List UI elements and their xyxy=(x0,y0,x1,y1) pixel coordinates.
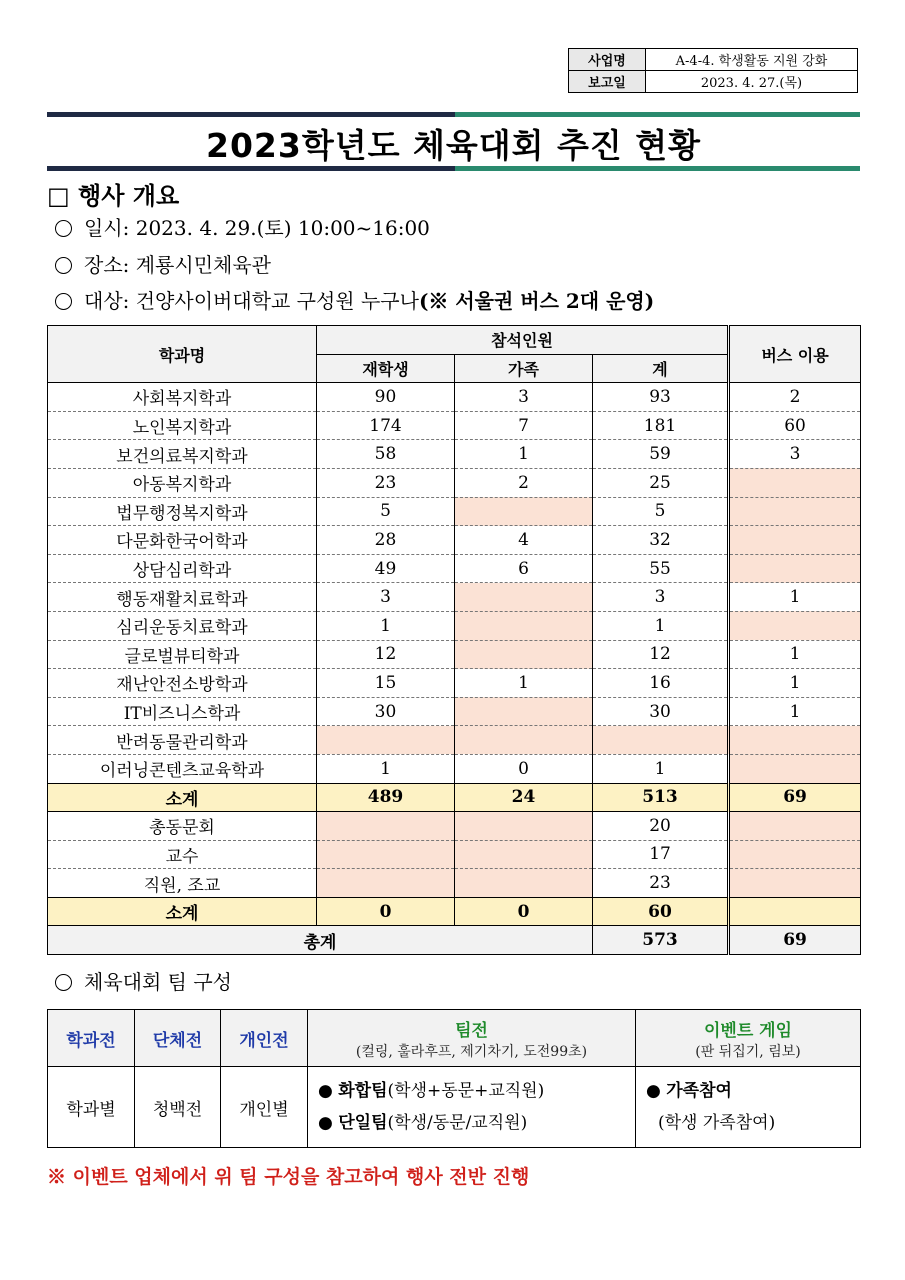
team-header-event: 이벤트 게임 (판 뒤집기, 림보) xyxy=(636,1010,861,1067)
subtotal-label: 소계 xyxy=(48,783,317,812)
report-info-box xyxy=(568,48,858,93)
header-attend: 참석인원 xyxy=(317,326,729,355)
total-label: 총계 xyxy=(48,926,593,955)
cell-name: 다문화한국어학과 xyxy=(48,526,317,555)
cell-bus: 3 xyxy=(729,440,861,469)
cell-student xyxy=(317,869,455,898)
cell-family: 2 xyxy=(455,468,593,497)
circle-bullet-icon xyxy=(55,974,72,991)
cell-bus xyxy=(729,840,861,869)
cell-name: 교수 xyxy=(48,840,317,869)
table-row xyxy=(48,440,861,469)
cell-family xyxy=(455,869,593,898)
table-row xyxy=(48,812,861,841)
title-top-bar xyxy=(47,112,860,117)
team-header-team: 팀전 (컬링, 훌라후프, 제기차기, 도전99초) xyxy=(308,1010,636,1067)
table-row xyxy=(48,697,861,726)
total-row xyxy=(48,926,861,955)
cell-family: 3 xyxy=(455,383,593,412)
footnote: ※ 이벤트 업체에서 위 팀 구성을 참고하여 행사 전반 진행 xyxy=(47,1166,530,1188)
cell-student xyxy=(317,840,455,869)
cell-sum xyxy=(593,726,729,755)
table-row xyxy=(48,640,861,669)
subtotal-bus xyxy=(729,897,861,926)
cell-name: 보건의료복지학과 xyxy=(48,440,317,469)
cell-student: 58 xyxy=(317,440,455,469)
team-header-dept: 학과전 xyxy=(48,1010,135,1067)
cell-name: 노인복지학과 xyxy=(48,411,317,440)
cell-sum: 3 xyxy=(593,583,729,612)
cell-family xyxy=(455,497,593,526)
cell-sum: 25 xyxy=(593,468,729,497)
header-sum: 계 xyxy=(593,354,729,383)
cell-family: 1 xyxy=(455,440,593,469)
team-value-group: 청백전 xyxy=(135,1067,221,1148)
section-heading: □ 행사 개요 xyxy=(47,182,180,210)
project-value: A-4-4. 학생활동 지원 강화 xyxy=(646,49,858,71)
cell-name: IT비즈니스학과 xyxy=(48,697,317,726)
table-row xyxy=(48,840,861,869)
table-row xyxy=(48,754,861,783)
cell-student xyxy=(317,726,455,755)
table-row xyxy=(48,726,861,755)
attendance-table xyxy=(47,325,861,955)
header-family: 가족 xyxy=(455,354,593,383)
team-table xyxy=(47,1009,861,1148)
cell-bus: 1 xyxy=(729,697,861,726)
cell-bus xyxy=(729,726,861,755)
cell-name: 직원, 조교 xyxy=(48,869,317,898)
cell-sum: 59 xyxy=(593,440,729,469)
cell-student xyxy=(317,812,455,841)
cell-sum: 93 xyxy=(593,383,729,412)
cell-name: 아동복지학과 xyxy=(48,468,317,497)
subtotal-family: 0 xyxy=(455,897,593,926)
cell-student: 5 xyxy=(317,497,455,526)
cell-bus xyxy=(729,754,861,783)
cell-name: 반려동물관리학과 xyxy=(48,726,317,755)
subtotal-row xyxy=(48,897,861,926)
table-row xyxy=(48,411,861,440)
team-header-indiv: 개인전 xyxy=(221,1010,308,1067)
cell-sum: 12 xyxy=(593,640,729,669)
team-value-indiv: 개인별 xyxy=(221,1067,308,1148)
table-row xyxy=(48,669,861,698)
cell-sum: 1 xyxy=(593,611,729,640)
team-value-team xyxy=(308,1067,636,1148)
cell-bus xyxy=(729,497,861,526)
cell-family: 7 xyxy=(455,411,593,440)
subtotal-bus: 69 xyxy=(729,783,861,812)
circle-bullet-icon xyxy=(55,293,72,310)
header-bus: 버스 이용 xyxy=(729,326,861,383)
team-header-group: 단체전 xyxy=(135,1010,221,1067)
subtotal-student: 0 xyxy=(317,897,455,926)
cell-sum: 5 xyxy=(593,497,729,526)
header-student: 재학생 xyxy=(317,354,455,383)
cell-family: 6 xyxy=(455,554,593,583)
cell-sum: 16 xyxy=(593,669,729,698)
cell-name: 총동문회 xyxy=(48,812,317,841)
cell-bus xyxy=(729,468,861,497)
cell-bus: 1 xyxy=(729,583,861,612)
cell-name: 심리운동치료학과 xyxy=(48,611,317,640)
cell-name: 행동재활치료학과 xyxy=(48,583,317,612)
cell-name: 이러닝콘텐츠교육학과 xyxy=(48,754,317,783)
page-title: 2023학년도 체육대회 추진 현황 xyxy=(206,126,701,165)
table-row xyxy=(48,583,861,612)
table-row xyxy=(48,468,861,497)
table-row xyxy=(48,526,861,555)
cell-bus: 1 xyxy=(729,640,861,669)
cell-name: 글로벌뷰티학과 xyxy=(48,640,317,669)
cell-sum: 181 xyxy=(593,411,729,440)
cell-student: 1 xyxy=(317,611,455,640)
header-dept: 학과명 xyxy=(48,326,317,383)
cell-sum: 55 xyxy=(593,554,729,583)
total-bus: 69 xyxy=(729,926,861,955)
subtotal-family: 24 xyxy=(455,783,593,812)
table-row xyxy=(48,383,861,412)
cell-student: 30 xyxy=(317,697,455,726)
cell-name: 상담심리학과 xyxy=(48,554,317,583)
cell-bus xyxy=(729,869,861,898)
subtotal-sum: 513 xyxy=(593,783,729,812)
cell-family xyxy=(455,697,593,726)
cell-family: 0 xyxy=(455,754,593,783)
cell-family xyxy=(455,583,593,612)
cell-family xyxy=(455,726,593,755)
cell-bus xyxy=(729,554,861,583)
cell-student: 28 xyxy=(317,526,455,555)
team-value-dept: 학과별 xyxy=(48,1067,135,1148)
cell-student: 12 xyxy=(317,640,455,669)
table-row xyxy=(48,497,861,526)
title-bottom-bar xyxy=(47,166,860,171)
team-item-1: ● 화합팀(학생+동문+교직원) xyxy=(318,1081,545,1101)
cell-family: 1 xyxy=(455,669,593,698)
cell-name: 재난안전소방학과 xyxy=(48,669,317,698)
cell-family xyxy=(455,840,593,869)
team-item-2: ● 단일팀(학생/동문/교직원) xyxy=(318,1113,528,1133)
cell-sum: 30 xyxy=(593,697,729,726)
cell-family xyxy=(455,812,593,841)
circle-bullet-icon xyxy=(55,220,72,237)
cell-student: 23 xyxy=(317,468,455,497)
cell-student: 3 xyxy=(317,583,455,612)
cell-bus xyxy=(729,526,861,555)
cell-bus: 1 xyxy=(729,669,861,698)
table-row xyxy=(48,611,861,640)
team-value-event: ● 가족참여 (학생 가족참여) xyxy=(636,1067,861,1148)
total-sum: 573 xyxy=(593,926,729,955)
report-date-label: 보고일 xyxy=(569,71,646,93)
subtotal-label: 소계 xyxy=(48,897,317,926)
table-row xyxy=(48,554,861,583)
cell-sum: 23 xyxy=(593,869,729,898)
cell-student: 90 xyxy=(317,383,455,412)
overview-date: 일시: 2023. 4. 29.(토) 10:00~16:00 xyxy=(55,212,430,241)
circle-bullet-icon xyxy=(55,257,72,274)
cell-name: 법무행정복지학과 xyxy=(48,497,317,526)
cell-student: 15 xyxy=(317,669,455,698)
team-heading: 체육대회 팀 구성 xyxy=(55,966,232,995)
cell-bus: 2 xyxy=(729,383,861,412)
report-date-value: 2023. 4. 27.(목) xyxy=(646,71,858,93)
cell-family xyxy=(455,640,593,669)
subtotal-row xyxy=(48,783,861,812)
project-label: 사업명 xyxy=(569,49,646,71)
cell-sum: 32 xyxy=(593,526,729,555)
cell-sum: 20 xyxy=(593,812,729,841)
cell-bus: 60 xyxy=(729,411,861,440)
cell-name: 사회복지학과 xyxy=(48,383,317,412)
cell-sum: 17 xyxy=(593,840,729,869)
cell-bus xyxy=(729,812,861,841)
cell-sum: 1 xyxy=(593,754,729,783)
overview-place: 장소: 계룡시민체육관 xyxy=(55,249,271,278)
cell-family: 4 xyxy=(455,526,593,555)
subtotal-student: 489 xyxy=(317,783,455,812)
cell-student: 49 xyxy=(317,554,455,583)
cell-student: 174 xyxy=(317,411,455,440)
overview-target: 대상: 건양사이버대학교 구성원 누구나(※ 서울권 버스 2대 운영) xyxy=(55,285,654,314)
cell-bus xyxy=(729,611,861,640)
table-row xyxy=(48,869,861,898)
cell-family xyxy=(455,611,593,640)
cell-student: 1 xyxy=(317,754,455,783)
subtotal-sum: 60 xyxy=(593,897,729,926)
